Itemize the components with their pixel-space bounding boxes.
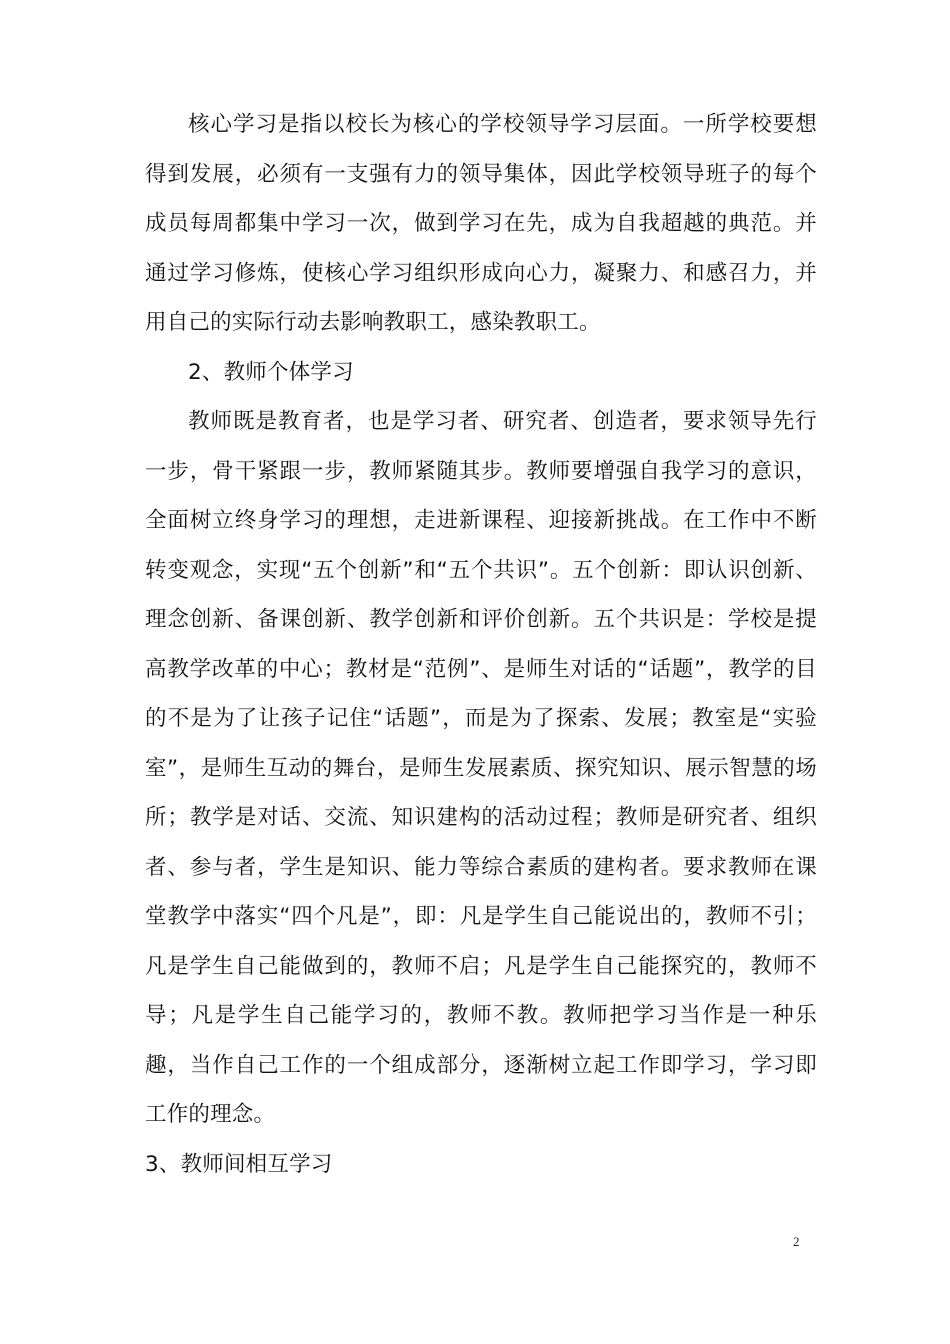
page-number: 2 (793, 1234, 800, 1249)
section-heading-mutual-learning: 3、教师间相互学习 (145, 1151, 333, 1177)
paragraph-core-learning: 核心学习是指以校长为核心的学校领导学习层面。一所学校要想得到发展，必须有一支强有力的领导集体，因此学校领导班子的每个成员每周都集中学习一次，做到学习在先，成为自我超越的典范。并通过学习修炼，使核心学习组织形成向心力，凝聚力、和感召力，并用自己的实际行动去影响教职工，感染教职工。 (145, 112, 817, 335)
paragraph-teacher-individual-learning: 教师既是教育者，也是学习者、研究者、创造者，要求领导先行一步，骨干紧跟一步，教师紧随其步。教师要增强自我学习的意识，全面树立终身学习的理想，走进新课程、迎接新挑战。在工作中不断转变观念，实现“五个创新”和“五个共识”。五个创新：即认识创新、理念创新、备课创新、教学创新和评价创新。五个共识是：学校是提高教学改革的中心；教材是“范例”、是师生对话的“话题”，教学的目的不是为了让孩子记住“话题”，而是为了探索、发展；教室是“实验室”，是师生互动的舞台，是师生发展素质、探究知识、展示智慧的场所；教学是对话、交流、知识建构的活动过程；教师是研究者、组织者、参与者，学生是知识、能力等综合素质的建构者。要求教师在课堂教学中落实“四个凡是”，即：凡是学生自己能说出的，教师不引；凡是学生自己能做到的，教师不启；凡是学生自己能探究的，教师不导；凡是学生自己能学习的，教师不教。教师把学习当作是一种乐趣，当作自己工作的一个组成部分，逐渐树立起工作即学习，学习即工作的理念。 (145, 409, 817, 1127)
page-body (145, 100, 817, 1189)
section-heading-individual-learning: 2、教师个体学习 (188, 359, 354, 385)
